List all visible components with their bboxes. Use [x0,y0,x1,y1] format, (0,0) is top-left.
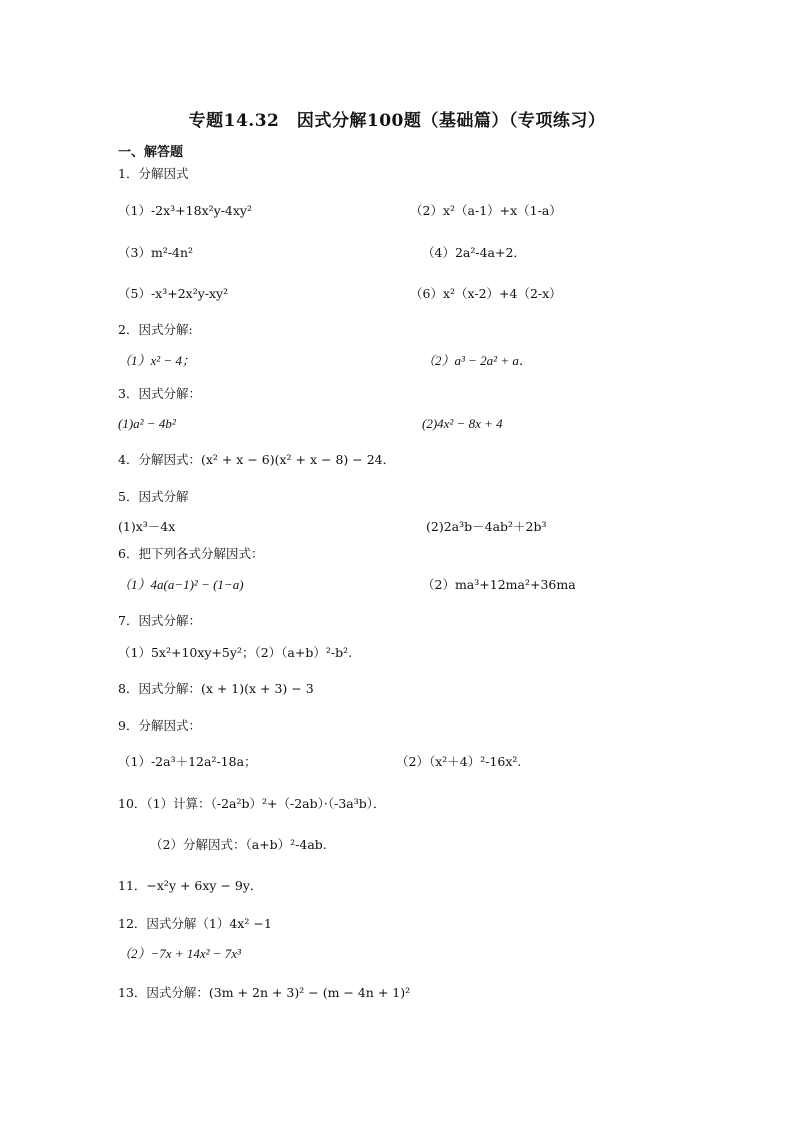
q5-stem: 5．因式分解 [118,489,189,504]
q1-part2: （2）x²（a-1）+x（1-a） [410,203,562,218]
q1-stem: 1．分解因式 [118,166,189,181]
q5-part1: (1)x³－4x [118,519,176,534]
page-title: 专题14.32 因式分解100题（基础篇）（专项练习） [188,111,606,131]
q1-part4: （4）2a²-4a+2． [422,245,526,260]
q1-part1: （1）-2x³+18x²y-4xy² [118,203,252,218]
q10-part1: 10．（1）计算：（-2a²b）²+（-2ab）·（-3a³b）． [118,796,386,811]
q4-text: 4．分解因式：(x² + x − 6)(x² + x − 8) − 24． [118,452,396,467]
q7-part1: （1）5x²+10xy+5y²；（2）（a+b）²-b². [118,645,353,660]
q5-part2: (2)2a³b－4ab²＋2b³ [426,519,547,534]
section-heading: 一、解答题 [118,145,184,160]
q8-text: 8．因式分解：(x + 1)(x + 3) − 3 [118,681,314,696]
q1-part5: （5）-x³+2x²y-xy² [118,286,229,301]
q9-part1: （1）-2a³＋12a²-18a； [118,754,257,769]
q9-part2: （2）（x²＋4）²-16x². [396,754,522,769]
q6-part1: （1）4a(a−1)² − (1−a) [118,577,244,592]
q9-stem: 9．分解因式： [118,718,201,733]
q13-text: 13．因式分解：(3m + 2n + 3)² − (m − 4n + 1)² [118,985,411,1000]
q6-part2: （2）ma³+12ma²+36ma [422,577,576,592]
q11-text: 11．−x²y + 6xy − 9y． [118,878,263,893]
q7-stem: 7．因式分解： [118,613,201,628]
q6-stem: 6．把下列各式分解因式： [118,546,264,561]
q3-part1: (1)a² − 4b² [118,416,176,431]
q3-stem: 3．因式分解： [118,386,201,401]
q2-part2: （2）a³ − 2a² + a． [422,353,532,368]
q10-part2: （2）分解因式：（a+b）²-4ab. [150,837,327,852]
q1-part6: （6）x²（x-2）+4（2-x） [410,286,562,301]
q3-part2: (2)4x² − 8x + 4 [422,416,503,431]
q2-stem: 2．因式分解: [118,322,193,337]
q12-part2: （2）−7x + 14x² − 7x³ [118,946,241,961]
q2-part1: （1）x² − 4； [118,353,195,368]
q1-part3: （3）m²-4n² [118,245,194,260]
q12-text: 12．因式分解（1）4x² −1 [118,916,272,931]
